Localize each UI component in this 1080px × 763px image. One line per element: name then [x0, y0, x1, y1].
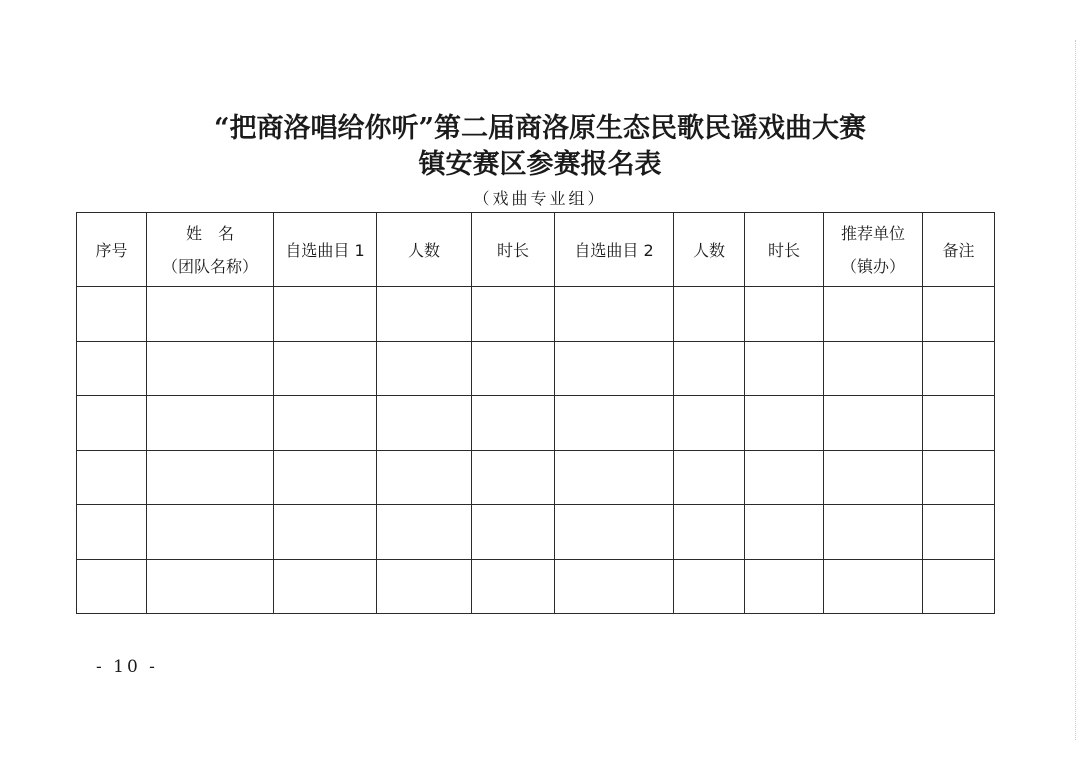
table-cell [923, 287, 995, 342]
registration-table [76, 212, 995, 614]
header-piece-2: 自选曲目 2 [555, 213, 674, 287]
header-name: 姓 名 （团队名称） [147, 213, 274, 287]
table-cell [555, 505, 674, 560]
table-cell [377, 450, 472, 505]
header-serial-number: 序号 [77, 213, 147, 287]
table-cell [472, 341, 555, 396]
form-title-line-2: 镇安赛区参赛报名表 [418, 149, 662, 180]
header-remarks: 备注 [923, 213, 995, 287]
table-cell [147, 287, 274, 342]
table-cell [77, 396, 147, 451]
table-cell [77, 559, 147, 614]
table-cell [824, 559, 923, 614]
table-cell [674, 287, 745, 342]
table-cell [377, 396, 472, 451]
header-duration-2: 时长 [745, 213, 824, 287]
table-cell [745, 396, 824, 451]
table-cell [555, 450, 674, 505]
table-cell [472, 505, 555, 560]
table-cell [274, 341, 377, 396]
table-row [77, 341, 995, 396]
table-row [77, 559, 995, 614]
table-cell [745, 341, 824, 396]
form-title-line-1: “把商洛唱给你听”第二届商洛原生态民歌民谣戏曲大赛 [213, 113, 867, 144]
table-row [77, 287, 995, 342]
table-cell [274, 396, 377, 451]
table-cell [77, 505, 147, 560]
header-people-count-2: 人数 [674, 213, 745, 287]
table-cell [923, 559, 995, 614]
header-duration-1: 时长 [472, 213, 555, 287]
table-cell [824, 287, 923, 342]
table-cell [147, 450, 274, 505]
table-row [77, 505, 995, 560]
table-cell [147, 396, 274, 451]
table-cell [377, 559, 472, 614]
table-cell [555, 396, 674, 451]
table-cell [472, 450, 555, 505]
table-cell [674, 559, 745, 614]
table-cell [923, 341, 995, 396]
table-cell [745, 287, 824, 342]
table-cell [147, 505, 274, 560]
table-cell [745, 559, 824, 614]
table-cell [147, 341, 274, 396]
table-cell [923, 396, 995, 451]
table-cell [77, 287, 147, 342]
header-recommending-unit: 推荐单位 （镇办） [824, 213, 923, 287]
table-cell [274, 450, 377, 505]
table-cell [77, 341, 147, 396]
table-cell [274, 559, 377, 614]
table-cell [377, 341, 472, 396]
table-cell [147, 559, 274, 614]
page-number: - 10 - [96, 657, 158, 677]
table-cell [674, 450, 745, 505]
table-cell [77, 450, 147, 505]
table-cell [555, 287, 674, 342]
table-row [77, 396, 995, 451]
table-cell [745, 450, 824, 505]
table-cell [824, 505, 923, 560]
table-cell [377, 505, 472, 560]
table-cell [274, 287, 377, 342]
table-row [77, 450, 995, 505]
table-cell [674, 396, 745, 451]
table-cell [674, 341, 745, 396]
table-cell [472, 559, 555, 614]
table-cell [674, 505, 745, 560]
header-piece-1: 自选曲目 1 [274, 213, 377, 287]
table-cell [377, 287, 472, 342]
table-cell [472, 287, 555, 342]
table-header-row [77, 213, 995, 287]
table-cell [274, 505, 377, 560]
table-cell [555, 341, 674, 396]
scan-edge-marks [1073, 40, 1076, 740]
table-cell [555, 559, 674, 614]
header-people-count-1: 人数 [377, 213, 472, 287]
table-cell [745, 505, 824, 560]
table-cell [824, 341, 923, 396]
table-cell [923, 450, 995, 505]
table-cell [472, 396, 555, 451]
table-cell [824, 450, 923, 505]
table-cell [824, 396, 923, 451]
table-cell [923, 505, 995, 560]
form-subtitle: （戏曲专业组） [473, 189, 607, 208]
